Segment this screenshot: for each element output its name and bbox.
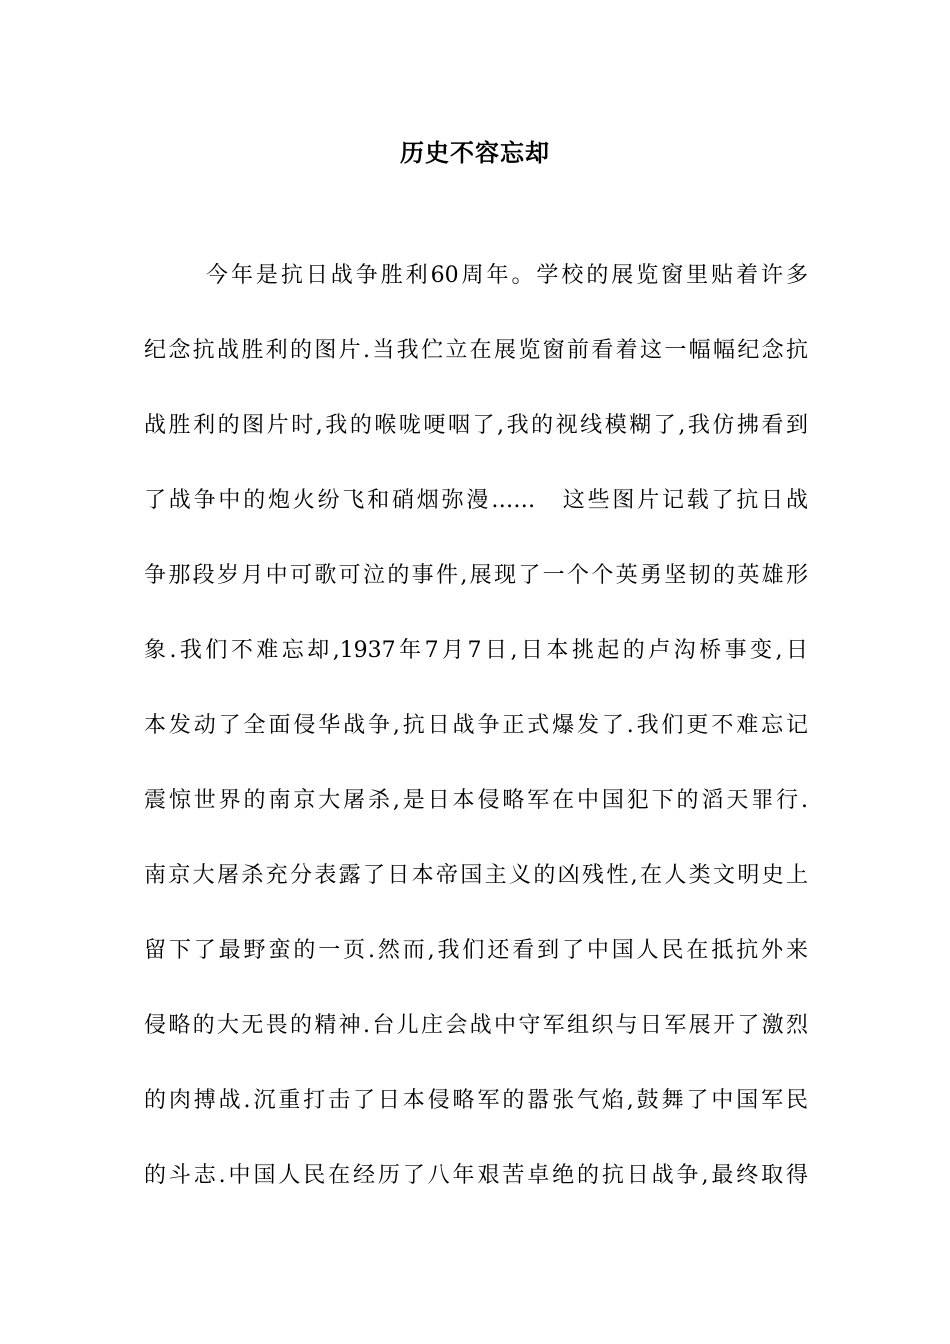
document-title: 历史不容忘却 [400,138,550,167]
paragraph-line: 侵略的大无畏的精神.台儿庄会战中守军组织与日军展开了激烈 [144,1013,808,1038]
paragraph-line: 争那段岁月中可歌可泣的事件,展现了一个个英勇坚韧的英雄形 [144,563,808,588]
body-paragraph [144,254,808,1229]
paragraph-line: 留下了最野蛮的一页.然而,我们还看到了中国人民在抵抗外来 [144,938,808,963]
paragraph-line: 战胜利的图片时,我的喉咙哽咽了,我的视线模糊了,我仿拂看到 [144,413,808,438]
paragraph-line: 今年是抗日战争胜利60周年。学校的展览窗里贴着许多 [206,263,808,288]
paragraph-line: 纪念抗战胜利的图片.当我伫立在展览窗前看着这一幅幅纪念抗 [144,338,808,363]
paragraph-line: 震惊世界的南京大屠杀,是日本侵略军在中国犯下的滔天罪行. [144,788,808,813]
paragraph-line: 了战争中的炮火纷飞和硝烟弥漫…… 这些图片记载了抗日战 [144,488,808,513]
paragraph-line: 的斗志.中国人民在经历了八年艰苦卓绝的抗日战争,最终取得 [144,1163,808,1188]
paragraph-line: 象.我们不难忘却,1937年7月7日,日本挑起的卢沟桥事变,日 [144,638,808,663]
paragraph-line: 南京大屠杀充分表露了日本帝国主义的凶残性,在人类文明史上 [144,863,808,888]
paragraph-line: 本发动了全面侵华战争,抗日战争正式爆发了.我们更不难忘记 [144,713,808,738]
paragraph-line: 的肉搏战.沉重打击了日本侵略军的嚣张气焰,鼓舞了中国军民 [144,1088,808,1113]
